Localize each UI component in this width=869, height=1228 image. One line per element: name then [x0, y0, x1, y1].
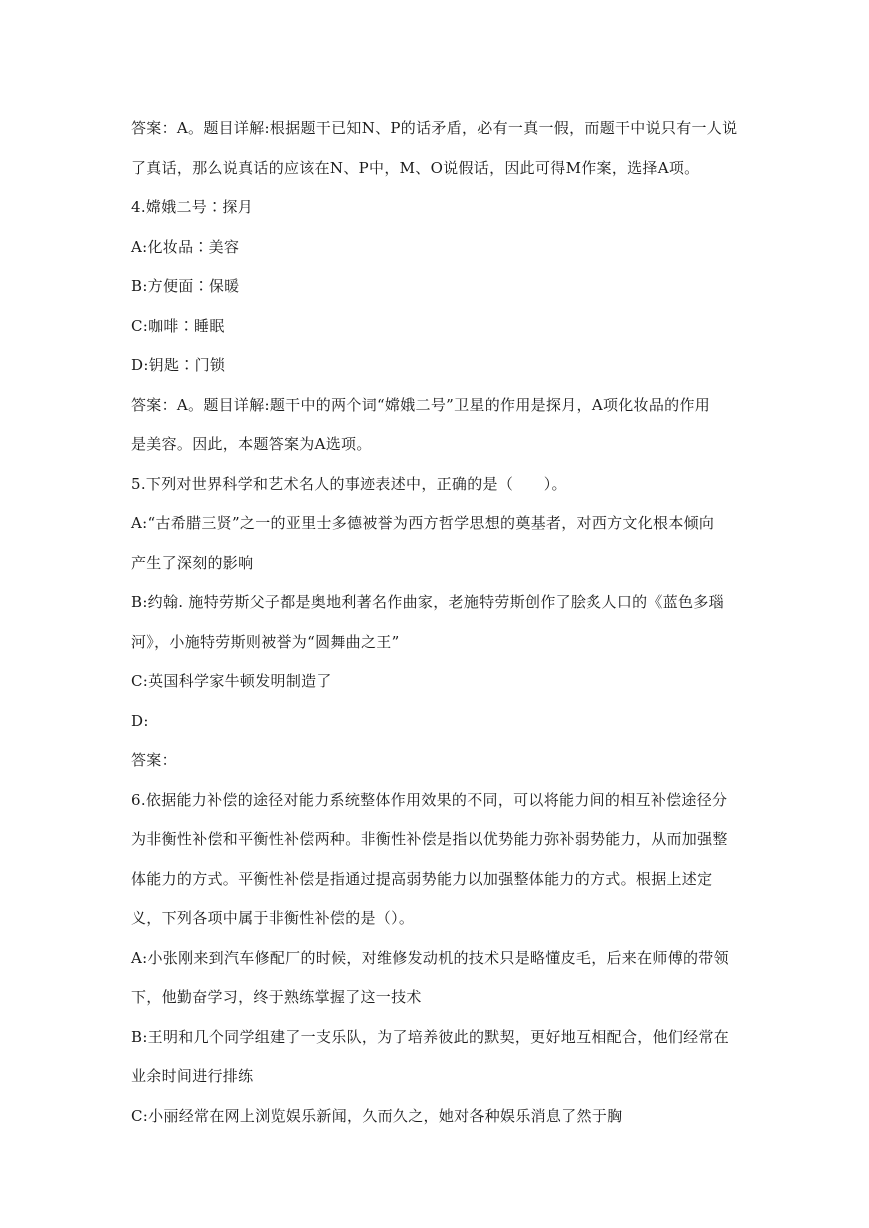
question-5-option-b-line-2: 河》，小施特劳斯则被誉为“圆舞曲之王”: [131, 632, 400, 651]
question-4-option-d: D:钥匙∶门锁: [131, 356, 226, 374]
question-5-option-a-line-1: A:“古希腊三贤”之一的亚里士多德被誉为西方哲学思想的奠基者，对西方文化根本倾向: [131, 514, 715, 532]
question-6-option-a-line-1: A:小张刚来到汽车修配厂的时候，对维修发动机的技术只是略懂皮毛，后来在师傅的带领: [131, 948, 729, 967]
answer-3-line-1: 答案：A。题目详解:根据题干已知N、P的话矛盾，必有一真一假，而题干中说只有一人说: [131, 119, 738, 137]
question-4-stem: 4.嫦娥二号∶探月: [131, 198, 254, 216]
answer-4-line-2: 是美容。因此，本题答案为A选项。: [131, 435, 372, 453]
answer-5: 答案：: [131, 751, 177, 769]
answer-3-line-2: 了真话，那么说真话的应该在N、P中，M、O说假话，因此可得M作案，选择A项。: [131, 158, 700, 177]
question-6-option-b-line-1: B:王明和几个同学组建了一支乐队，为了培养彼此的默契，更好地互相配合，他们经常在: [131, 1027, 730, 1046]
question-5-option-c: C:英国科学家牛顿发明制造了: [131, 672, 332, 690]
question-5-option-a-line-2: 产生了深刻的影响: [131, 553, 254, 572]
document-body: [131, 109, 743, 1136]
question-6-stem-line-3: 体能力的方式。平衡性补偿是指通过提高弱势能力以加强整体能力的方式。根据上述定: [131, 869, 713, 888]
question-4-option-a: A:化妆品∶美容: [131, 237, 240, 256]
question-4-option-b: B:方便面∶保暖: [131, 277, 240, 295]
question-6-stem-line-2: 为非衡性补偿和平衡性补偿两种。非衡性补偿是指以优势能力弥补弱势能力，从而加强整: [131, 830, 728, 848]
question-6-option-a-line-2: 下，他勤奋学习，终于熟练掌握了这一技术: [131, 988, 422, 1006]
answer-4-line-1: 答案：A。题目详解:题干中的两个词“嫦娥二号”卫星的作用是探月，A项化妆品的作用: [131, 395, 711, 414]
question-5-option-d: D:: [131, 711, 149, 730]
question-5-option-b-line-1: B:约翰. 施特劳斯父子都是奥地利著名作曲家，老施特劳斯创作了脍炙人口的《蓝色多瑙: [131, 593, 724, 611]
question-6-option-b-line-2: 业余时间进行排练: [131, 1067, 254, 1085]
question-6-option-c: C:小丽经常在网上浏览娱乐新闻，久而久之，她对各种娱乐消息了然于胸: [131, 1106, 623, 1125]
question-4-option-c: C:咖啡∶睡眠: [131, 316, 225, 335]
question-6-stem-line-4: 义，下列各项中属于非衡性补偿的是（）。: [131, 909, 415, 927]
question-6-stem-line-1: 6.依据能力补偿的途径对能力系统整体作用效果的不同，可以将能力间的相互补偿途径分: [131, 790, 728, 809]
question-5-stem: 5.下列对世界科学和艺术名人的事迹表述中，正确的是（ ）。: [131, 474, 567, 493]
